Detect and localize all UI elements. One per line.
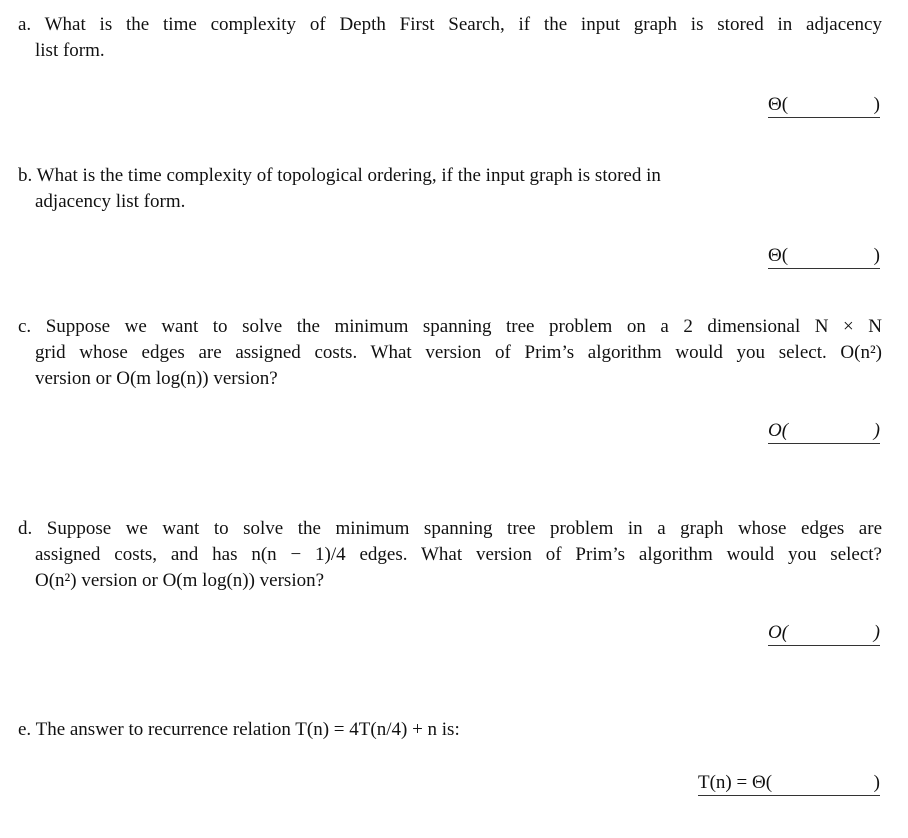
question-a xyxy=(18,12,882,64)
answer-d-suffix: ) xyxy=(873,622,880,643)
question-c-line-2: grid whose edges are assigned costs. What version of Prim’s algorithm would you select. O(n²) xyxy=(35,342,882,363)
question-b-line-2: adjacency list form. xyxy=(35,191,186,212)
question-e-line-1: e. The answer to recurrence relation T(n) = 4T(n/4) + n is: xyxy=(18,719,460,740)
answer-e-prefix: T(n) = Θ( xyxy=(698,772,773,793)
answer-b-suffix: ) xyxy=(873,245,880,266)
question-a-line-1: a. What is the time complexity of Depth First Search, if the input graph is stored in adjacency xyxy=(18,14,882,35)
answer-c-prefix: O( xyxy=(768,420,789,441)
answer-e-suffix: ) xyxy=(873,772,880,793)
answer-field-d[interactable] xyxy=(768,620,880,646)
question-c-line-1: c. Suppose we want to solve the minimum spanning tree problem on a 2 dimensional N × N xyxy=(18,316,882,337)
question-a-line-2: list form. xyxy=(35,40,105,61)
answer-field-a[interactable] xyxy=(768,92,880,118)
answer-field-c[interactable] xyxy=(768,418,880,444)
question-c xyxy=(18,314,882,392)
question-d xyxy=(18,516,882,594)
question-c-line-3: version or O(m log(n)) version? xyxy=(35,368,278,389)
question-e xyxy=(18,717,882,743)
answer-a-prefix: Θ( xyxy=(768,94,789,115)
answer-a-suffix: ) xyxy=(873,94,880,115)
question-b-line-1: b. What is the time complexity of topological ordering, if the input graph is stored in xyxy=(18,165,661,186)
answer-c-suffix: ) xyxy=(873,420,880,441)
answer-b-prefix: Θ( xyxy=(768,245,789,266)
question-d-line-1: d. Suppose we want to solve the minimum spanning tree problem in a graph whose edges are xyxy=(18,518,882,539)
answer-field-b[interactable] xyxy=(768,243,880,269)
answer-field-e[interactable] xyxy=(698,770,880,796)
question-d-line-3: O(n²) version or O(m log(n)) version? xyxy=(35,570,325,591)
question-d-line-2: assigned costs, and has n(n − 1)/4 edges. What version of Prim’s algorithm would you select? xyxy=(35,544,882,565)
answer-d-prefix: O( xyxy=(768,622,789,643)
question-b xyxy=(18,163,882,215)
